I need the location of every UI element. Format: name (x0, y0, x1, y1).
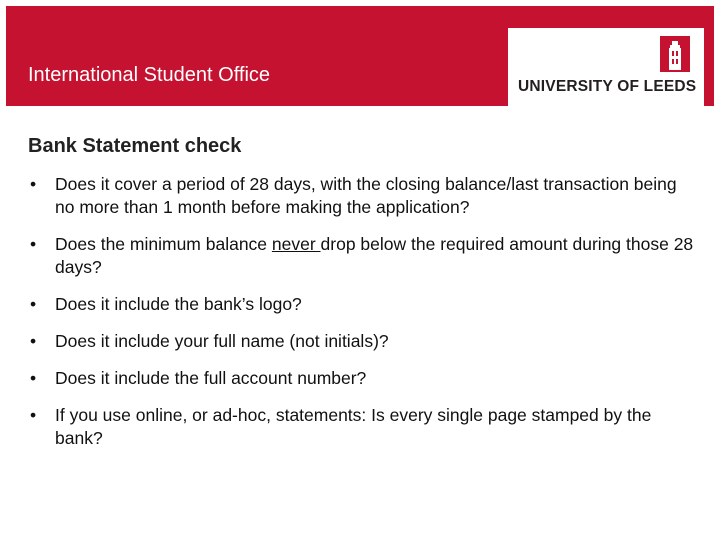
bullet-icon: • (30, 174, 37, 194)
bullet-icon: • (30, 294, 37, 314)
checklist-item-text: Does it include the full account number? (55, 368, 367, 388)
checklist-item-text: Does the minimum balance (55, 234, 272, 254)
logo-text: UNIVERSITY OF LEEDS (518, 78, 697, 95)
checklist-item (28, 367, 698, 390)
checklist-item (28, 330, 698, 353)
checklist-item (28, 293, 698, 316)
page-title: Bank Statement check (28, 135, 242, 157)
checklist-item (28, 404, 698, 450)
bullet-icon: • (30, 368, 37, 388)
bullet-icon: • (30, 331, 37, 351)
checklist-item (28, 233, 698, 279)
university-logo (508, 28, 704, 106)
checklist-item-text-rest: drop below the required amount during those 28 days? (55, 234, 694, 277)
checklist-item (28, 173, 698, 219)
bullet-icon: • (30, 405, 37, 425)
checklist-item-text: Does it cover a period of 28 days, with the closing balance/last transaction being no more than 1 month before making the application? (55, 174, 677, 217)
emphasized-word: never (271, 234, 321, 254)
header-title: International Student Office (28, 64, 271, 86)
checklist-item-text: Does it include your full name (not initials)? (55, 331, 389, 351)
slide-content (28, 133, 698, 464)
header-bar (6, 6, 714, 106)
checklist (28, 173, 698, 450)
parkinson-tower-icon (660, 36, 690, 72)
checklist-item-text: Does it include the bank’s logo? (55, 294, 302, 314)
bullet-icon: • (30, 234, 37, 254)
checklist-item-text: If you use online, or ad-hoc, statements: Is every single page stamped by the bank? (55, 405, 652, 448)
